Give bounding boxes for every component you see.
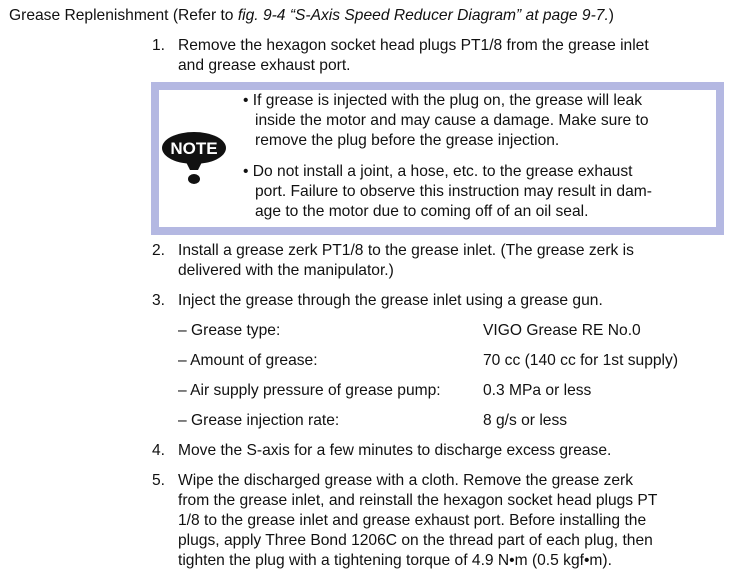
note-icon-label: NOTE: [170, 139, 218, 158]
figure-reference: fig. 9-4 “S-Axis Speed Reducer Diagram” at page 9-7.: [237, 7, 609, 24]
spec-label: – Air supply pressure of grease pump:: [178, 382, 441, 399]
step-number: 3.: [152, 292, 166, 309]
section-heading: [9, 6, 614, 26]
note-text-line: age to the motor due to coming off of an oil seal.: [255, 203, 589, 220]
spec-value: VIGO Grease RE No.0: [483, 322, 641, 339]
spec-value: 0.3 MPa or less: [483, 382, 592, 399]
step-text-line: delivered with the manipulator.): [178, 262, 394, 279]
note-text-line: • Do not install a joint, a hose, etc. to the grease exhaust: [243, 163, 633, 180]
step-text-line: tighten the plug with a tightening torque of 4.9 N•m (0.5 kgf•m).: [178, 552, 612, 569]
step-number: 1.: [152, 37, 166, 54]
note-icon-graphic: [160, 130, 230, 190]
spec-label: – Amount of grease:: [178, 352, 318, 369]
step-text-line: Wipe the discharged grease with a cloth. Remove the grease zerk: [178, 472, 634, 489]
step-text-line: plugs, apply Three Bond 1206C on the thread part of each plug, then: [178, 532, 653, 549]
note-text-line: inside the motor and may cause a damage. Make sure to: [255, 112, 649, 129]
note-icon: [160, 130, 230, 190]
spec-label: – Grease injection rate:: [178, 412, 340, 429]
step-text-line: 1/8 to the grease inlet and grease exhaust port. Before installing the: [178, 512, 647, 529]
step-number: 5.: [152, 472, 166, 489]
step-text-line: and grease exhaust port.: [178, 57, 351, 74]
note-text-line: remove the plug before the grease injection.: [255, 132, 560, 149]
step-number: 4.: [152, 442, 166, 459]
step-text-line: from the grease inlet, and reinstall the hexagon socket head plugs PT: [178, 492, 658, 509]
heading-suffix: ): [608, 7, 614, 24]
step-text-line: Remove the hexagon socket head plugs PT1/8 from the grease inlet: [178, 37, 649, 54]
step-number: 2.: [152, 242, 166, 259]
note-text-line: port. Failure to observe this instruction may result in dam-: [255, 183, 652, 200]
heading-prefix: Grease Replenishment (Refer to: [9, 7, 238, 24]
note-text-line: • If grease is injected with the plug on, the grease will leak: [243, 92, 642, 109]
step-text-line: Install a grease zerk PT1/8 to the grease inlet. (The grease zerk is: [178, 242, 634, 259]
step-text-line: Move the S-axis for a few minutes to discharge excess grease.: [178, 442, 612, 459]
spec-value: 70 cc (140 cc for 1st supply): [483, 352, 679, 369]
spec-label: – Grease type:: [178, 322, 281, 339]
step-text-line: Inject the grease through the grease inlet using a grease gun.: [178, 292, 603, 309]
spec-value: 8 g/s or less: [483, 412, 568, 429]
